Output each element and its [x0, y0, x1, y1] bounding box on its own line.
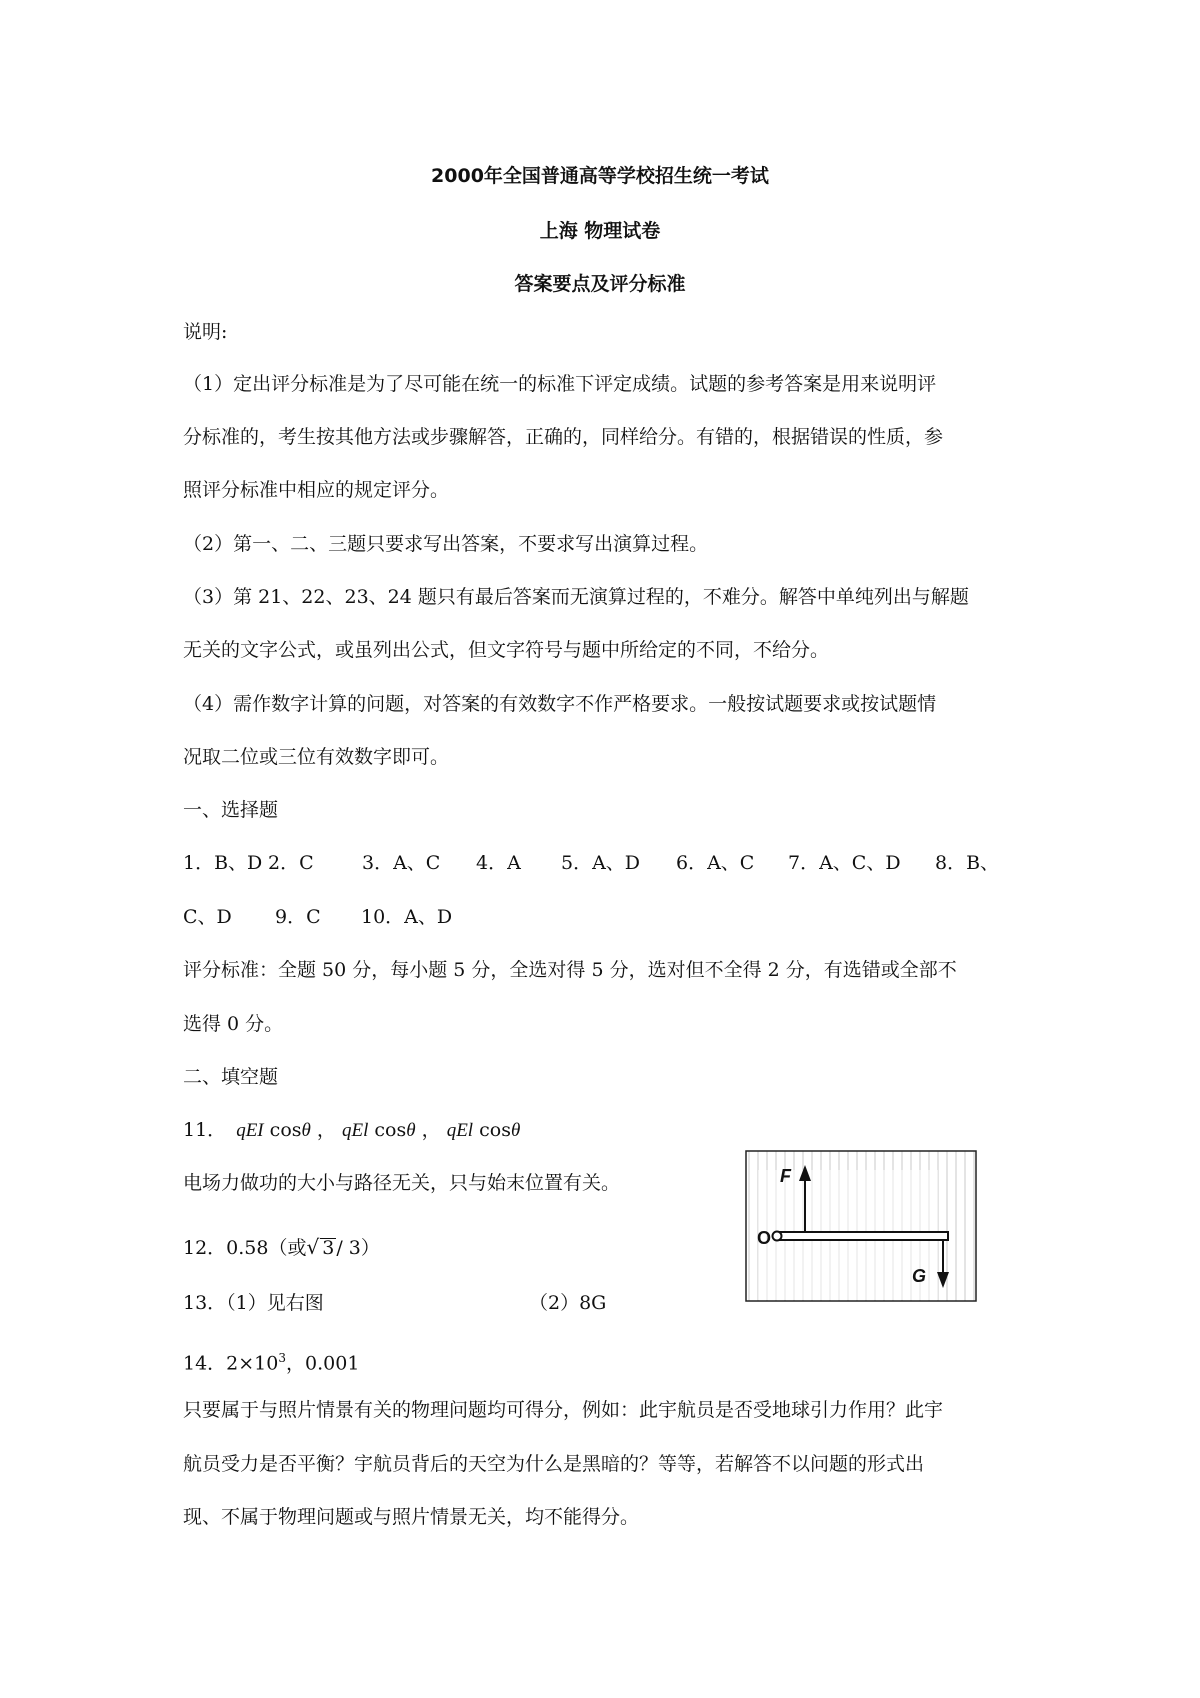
pivot-point-icon [773, 1232, 782, 1241]
note-2: （2）第一、二、三题只要求写出答案，不要求写出演算过程。 [183, 533, 709, 555]
label-f: F [780, 1166, 791, 1186]
scoring-line-1: 评分标准：全题 50 分，每小题 5 分，全选对得 5 分，选对但不全得 2 分，有选错或全部不 [183, 959, 957, 981]
force-diagram-figure [745, 1150, 977, 1302]
answer-4: 4．A [476, 852, 521, 874]
notes-label: 说明: [183, 321, 228, 343]
note-4-line-2: 况取二位或三位有效数字即可。 [183, 746, 450, 768]
scoring-line-2: 选得 0 分。 [183, 1013, 284, 1035]
answer-13: 13．（1）见右图 （2）8G [183, 1292, 607, 1314]
rod [778, 1232, 948, 1240]
note-1-line-3: 照评分标准中相应的规定评分。 [183, 479, 450, 501]
extra-line-2: 航员受力是否平衡？宇航员背后的天空为什么是黑暗的？等等，若解答不以问题的形式出 [183, 1453, 925, 1475]
choice-answers-line-2 [183, 905, 452, 929]
answer-7: 7．A、C、D [788, 852, 901, 874]
answer-11-note: 电场力做功的大小与路径无关，只与始末位置有关。 [183, 1172, 621, 1194]
exam-title: 2000年全国普通高等学校招生统一考试 [431, 165, 769, 187]
answer-11: 11． qEI cosθ ， qEl cosθ ， qEl cosθ [183, 1119, 521, 1141]
section-2-heading: 二、填空题 [183, 1066, 279, 1088]
choice-answers-line-1 [183, 851, 999, 875]
extra-line-3: 现、不属于物理问题或与照片情景无关，均不能得分。 [183, 1506, 640, 1528]
note-4-line-1: （4）需作数字计算的问题，对答案的有效数字不作严格要求。一般按试题要求或按试题情 [183, 693, 937, 715]
answer-8-start: 8．B、 [935, 852, 1000, 874]
answer-2: 2．C [268, 852, 314, 874]
note-1-line-1: （1）定出评分标准是为了尽可能在统一的标准下评定成绩。试题的参考答案是用来说明评 [183, 373, 937, 395]
answer-1: 1．B、D [183, 852, 263, 874]
answer-6: 6．A、C [676, 852, 755, 874]
answer-5: 5．A、D [561, 852, 641, 874]
note-1-line-2: 分标准的，考生按其他方法或步骤解答，正确的，同样给分。有错的，根据错误的性质，参 [183, 426, 944, 448]
answer-10: 10．A、D [361, 906, 453, 928]
answer-3: 3．A、C [362, 852, 441, 874]
answer-8-end: C、D [183, 906, 232, 928]
note-3-line-1: （3）第 21、22、23、24 题只有最后答案而无演算过程的，不难分。解答中单纯列出与解题 [183, 586, 969, 608]
label-g: G [912, 1266, 927, 1286]
label-o: O [757, 1228, 772, 1248]
section-1-heading: 一、选择题 [183, 799, 279, 821]
answer-heading: 答案要点及评分标准 [514, 273, 686, 295]
answer-9: 9．C [275, 906, 321, 928]
extra-line-1: 只要属于与照片情景有关的物理问题均可得分，例如：此宇航员是否受地球引力作用？此宇 [183, 1399, 944, 1421]
exam-subtitle: 上海 物理试卷 [539, 220, 661, 242]
answer-14: 14．$2\times 10^3$，0.001 [183, 1351, 360, 1375]
answer-12: 12．0.58（或√ 3 / 3） [183, 1235, 380, 1259]
note-3-line-2: 无关的文字公式，或虽列出公式，但文字符号与题中所给定的不同，不给分。 [183, 639, 830, 661]
